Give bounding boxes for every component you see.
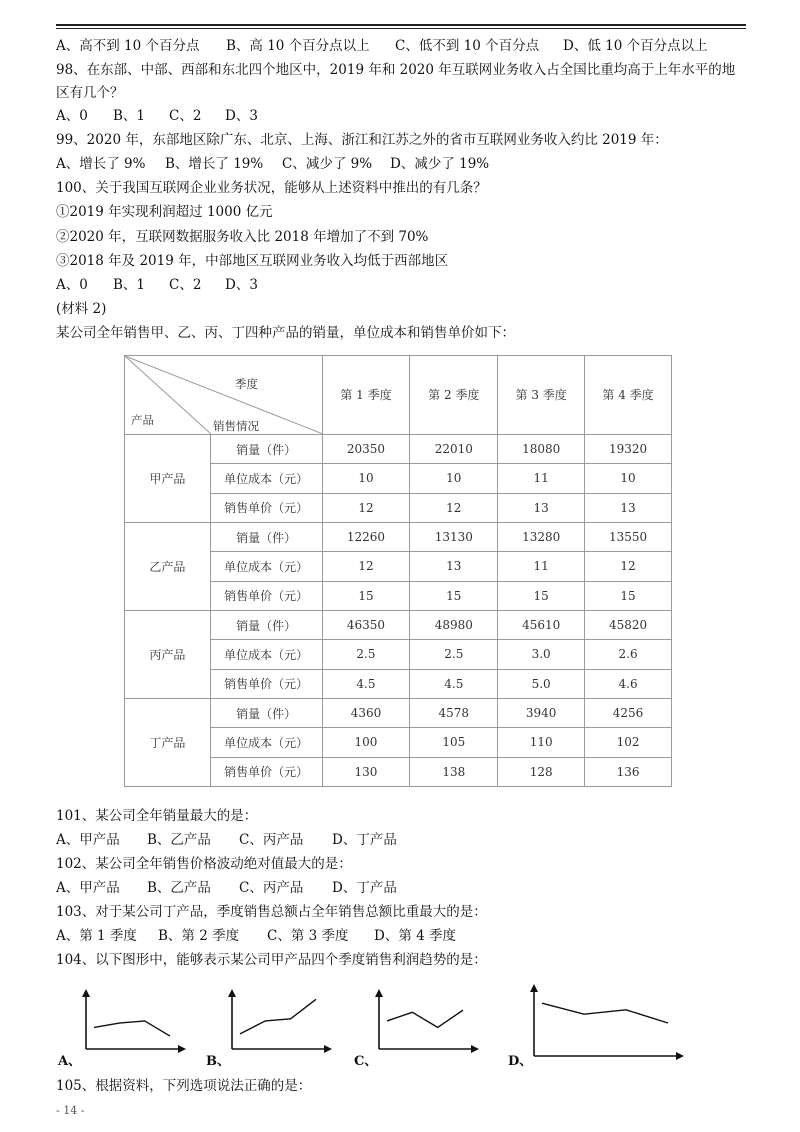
q102-option-d: D、丁产品 <box>332 880 397 896</box>
metric-label: 销量（件） <box>210 522 322 551</box>
table-cell: 12 <box>410 493 498 522</box>
q98-option-d: D、3 <box>225 108 258 124</box>
q103-option-a: A、第 1 季度 <box>56 928 137 944</box>
metric-label: 销量（件） <box>210 434 322 463</box>
material-label: (材料 2) <box>56 301 107 317</box>
q100-option-c: C、2 <box>169 277 202 293</box>
q101-option-a: A、甲产品 <box>56 832 120 848</box>
table-cell: 45820 <box>585 610 672 639</box>
q100-option-a: A、0 <box>56 277 88 293</box>
metric-label: 销售单价（元） <box>210 669 322 698</box>
table-cell: 5.0 <box>498 669 585 698</box>
chart-d-label: D、 <box>508 1054 533 1069</box>
sales-table <box>124 355 672 787</box>
table-cell: 12 <box>585 552 672 581</box>
y-axis-arrow <box>375 989 383 997</box>
table-cell: 3.0 <box>498 640 585 669</box>
q98-option-b: B、1 <box>113 108 146 124</box>
table-cell: 18080 <box>498 434 585 463</box>
q100-item-2: ②2020 年，互联网数据服务收入比 2018 年增加了不到 70% <box>56 229 429 245</box>
series-line <box>94 1021 170 1036</box>
q97-option-d: D、低 10 个百分点以上 <box>563 38 708 54</box>
metric-label: 单位成本（元） <box>210 552 322 581</box>
y-axis-arrow <box>82 989 90 997</box>
q98-stem-line1: 98、在东部、中部、西部和东北四个地区中，2019 年和 2020 年互联网业务收入占全国比重均高于上年水平的地 <box>56 62 736 78</box>
table-cell: 4256 <box>585 698 672 727</box>
table-cell: 12 <box>322 552 410 581</box>
q100-stem: 100、关于我国互联网企业业务状况，能够从上述资料中推出的有几条？ <box>56 180 487 196</box>
q99-option-b: B、增长了 19% <box>165 156 264 172</box>
product-name: 丁产品 <box>125 698 211 786</box>
metric-label: 单位成本（元） <box>210 464 322 493</box>
q101-option-b: B、乙产品 <box>147 832 211 848</box>
table-cell: 4.5 <box>322 669 410 698</box>
table-cell: 10 <box>322 464 410 493</box>
table-cell: 100 <box>322 728 410 757</box>
chart-c-label: C、 <box>354 1054 378 1069</box>
header-quarter-2: 第 2 季度 <box>410 356 498 435</box>
x-axis-arrow <box>676 1052 684 1060</box>
q99-option-a: A、增长了 9% <box>56 156 146 172</box>
q101-stem: 101、某公司全年销量最大的是： <box>56 808 258 824</box>
table-cell: 138 <box>410 757 498 786</box>
table-cell: 46350 <box>322 610 410 639</box>
table-cell: 105 <box>410 728 498 757</box>
material-intro: 某公司全年销售甲、乙、丙、丁四种产品的销量，单位成本和销售单价如下： <box>56 325 515 341</box>
q101-option-c: C、丙产品 <box>239 832 304 848</box>
product-name: 甲产品 <box>125 434 211 522</box>
q97-option-b: B、高 10 个百分点以上 <box>226 38 370 54</box>
table-cell: 2.5 <box>322 640 410 669</box>
table-corner-cell <box>125 356 323 435</box>
q102-stem: 102、某公司全年销售价格波动绝对值最大的是： <box>56 856 352 872</box>
q102-option-b: B、乙产品 <box>147 880 211 896</box>
metric-label: 单位成本（元） <box>210 640 322 669</box>
table-cell: 12 <box>322 493 410 522</box>
table-cell: 10 <box>410 464 498 493</box>
x-axis-arrow <box>471 1045 479 1053</box>
q99-stem: 99、2020 年，东部地区除广东、北京、上海、浙江和江苏之外的省市互联网业务收入约比 2019 年： <box>56 132 668 148</box>
q100-item-1: ①2019 年实现利润超过 1000 亿元 <box>56 204 273 220</box>
q97-option-a: A、高不到 10 个百分点 <box>56 38 200 54</box>
metric-label: 销量（件） <box>210 698 322 727</box>
table-cell: 48980 <box>410 610 498 639</box>
q102-option-a: A、甲产品 <box>56 880 120 896</box>
product-name: 丙产品 <box>125 610 211 698</box>
x-axis-arrow <box>178 1045 186 1053</box>
table-cell: 11 <box>498 552 585 581</box>
table-cell: 102 <box>585 728 672 757</box>
table-cell: 13130 <box>410 522 498 551</box>
series-line <box>542 1003 668 1023</box>
x-axis-arrow <box>324 1045 332 1053</box>
q103-option-b: B、第 2 季度 <box>158 928 240 944</box>
metric-label: 销售单价（元） <box>210 581 322 610</box>
table-cell: 4578 <box>410 698 498 727</box>
q105-stem: 105、根据资料，下列选项说法正确的是： <box>56 1078 312 1094</box>
header-quarter-3: 第 3 季度 <box>498 356 585 435</box>
table-cell: 2.5 <box>410 640 498 669</box>
table-cell: 2.6 <box>585 640 672 669</box>
table-cell: 13280 <box>498 522 585 551</box>
table-cell: 130 <box>322 757 410 786</box>
table-cell: 22010 <box>410 434 498 463</box>
header-rule-top <box>56 24 746 26</box>
q103-option-c: C、第 3 季度 <box>267 928 349 944</box>
table-cell: 13 <box>498 493 585 522</box>
table-cell: 4360 <box>322 698 410 727</box>
q97-option-c: C、低不到 10 个百分点 <box>395 38 540 54</box>
header-quarter-4: 第 4 季度 <box>585 356 672 435</box>
q104-stem: 104、以下图形中，能够表示某公司甲产品四个季度销售利润趋势的是： <box>56 952 487 968</box>
metric-label: 销售单价（元） <box>210 757 322 786</box>
chart-c <box>373 985 483 1055</box>
q100-option-d: D、3 <box>225 277 258 293</box>
q99-option-d: D、减少了 19% <box>390 156 490 172</box>
table-cell: 45610 <box>498 610 585 639</box>
table-cell: 15 <box>585 581 672 610</box>
corner-label-quarter: 季度 <box>235 377 258 391</box>
chart-a-label: A、 <box>58 1054 82 1069</box>
q102-option-c: C、丙产品 <box>239 880 304 896</box>
q101-option-d: D、丁产品 <box>332 832 397 848</box>
chart-b <box>226 985 336 1055</box>
chart-a <box>80 985 190 1055</box>
table-cell: 15 <box>498 581 585 610</box>
product-name: 乙产品 <box>125 522 211 610</box>
table-cell: 19320 <box>585 434 672 463</box>
table-cell: 15 <box>322 581 410 610</box>
table-cell: 13 <box>585 493 672 522</box>
table-cell: 11 <box>498 464 585 493</box>
table-cell: 13550 <box>585 522 672 551</box>
series-line <box>240 999 316 1034</box>
table-cell: 20350 <box>322 434 410 463</box>
metric-label: 销售单价（元） <box>210 493 322 522</box>
table-cell: 4.6 <box>585 669 672 698</box>
table-cell: 13 <box>410 552 498 581</box>
q103-stem: 103、对于某公司丁产品，季度销售总额占全年销售总额比重最大的是： <box>56 904 487 920</box>
header-quarter-1: 第 1 季度 <box>322 356 410 435</box>
table-cell: 128 <box>498 757 585 786</box>
q98-option-a: A、0 <box>56 108 88 124</box>
chart-d <box>528 980 688 1062</box>
page-number: - 14 - <box>56 1104 85 1117</box>
y-axis-arrow <box>530 984 538 992</box>
corner-label-product: 产品 <box>131 413 154 427</box>
table-cell: 3940 <box>498 698 585 727</box>
table-cell: 12260 <box>322 522 410 551</box>
q100-item-3: ③2018 年及 2019 年，中部地区互联网业务收入均低于西部地区 <box>56 253 449 269</box>
q98-stem-line2: 区有几个？ <box>56 85 124 101</box>
chart-b-label: B、 <box>206 1054 230 1069</box>
table-cell: 136 <box>585 757 672 786</box>
table-cell: 4.5 <box>410 669 498 698</box>
series-line <box>387 1010 463 1027</box>
q103-option-d: D、第 4 季度 <box>374 928 456 944</box>
table-cell: 15 <box>410 581 498 610</box>
y-axis-arrow <box>228 989 236 997</box>
q98-option-c: C、2 <box>169 108 202 124</box>
table-cell: 110 <box>498 728 585 757</box>
metric-label: 单位成本（元） <box>210 728 322 757</box>
header-rule-bottom <box>56 28 746 29</box>
q99-option-c: C、减少了 9% <box>282 156 373 172</box>
corner-label-metric: 销售情况 <box>213 419 259 433</box>
q100-option-b: B、1 <box>113 277 146 293</box>
table-cell: 10 <box>585 464 672 493</box>
metric-label: 销量（件） <box>210 610 322 639</box>
